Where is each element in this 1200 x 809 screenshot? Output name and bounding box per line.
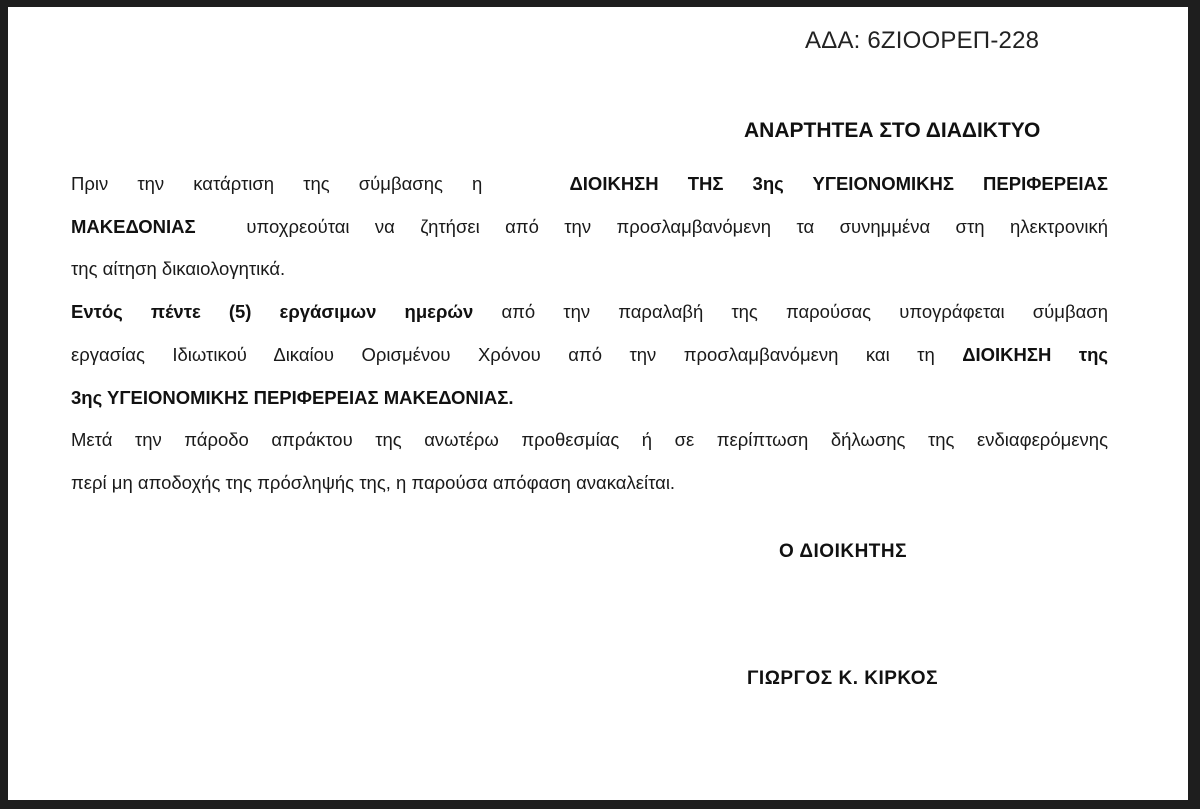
- document-page: [8, 7, 1188, 800]
- para2-line1: Εντός πέντε (5) εργάσιμων ημερών από την παραλαβή της παρούσας υπογράφεται σύμβαση: [71, 301, 1109, 323]
- para1-line1: Πριν την κατάρτιση της σύμβασης η ΔΙΟΙΚΗΣΗ ΤΗΣ 3ης ΥΓΕΙΟΝΟΜΙΚΗΣ ΠΕΡΙΦΕΡΕΙΑΣ: [71, 173, 1109, 194]
- para1-line2: ΜΑΚΕΔΟΝΙΑΣ υποχρεούται να ζητήσει από την προσλαμβανόμενη τα συνημμένα στη ηλεκτρονική: [71, 215, 1109, 237]
- para1-line3: της αίτηση δικαιολογητικά.: [71, 258, 286, 280]
- posting-heading: ΑΝΑΡΤΗΤΕΑ ΣΤΟ ΔΙΑΔΙΚΤΥΟ: [744, 119, 1041, 142]
- ada-code: ΑΔΑ: 6ΖΙΟΟΡΕΠ-228: [805, 27, 1040, 54]
- signatory-title: Ο ΔΙΟΙΚΗΤΗΣ: [779, 541, 908, 562]
- document-body: [71, 163, 1108, 505]
- signatory-name: ΓΙΩΡΓΟΣ Κ. ΚΙΡΚΟΣ: [747, 668, 938, 689]
- para3-line1: Μετά την πάροδο απράκτου της ανωτέρω προθεσμίας ή σε περίπτωση δήλωσης της ενδιαφερόμενης: [71, 429, 1108, 451]
- para2-line3: 3ης ΥΓΕΙΟΝΟΜΙΚΗΣ ΠΕΡΙΦΕΡΕΙΑΣ ΜΑΚΕΔΟΝΙΑΣ.: [71, 386, 514, 408]
- para2-line2: εργασίας Ιδιωτικού Δικαίου Ορισμένου Χρόνου από την προσλαμβανόμενη και τη ΔΙΟΙΚΗΣΗ της: [71, 343, 1109, 365]
- para3-line2: περί μη αποδοχής της πρόσληψής της, η παρούσα απόφαση ανακαλείται.: [71, 471, 676, 493]
